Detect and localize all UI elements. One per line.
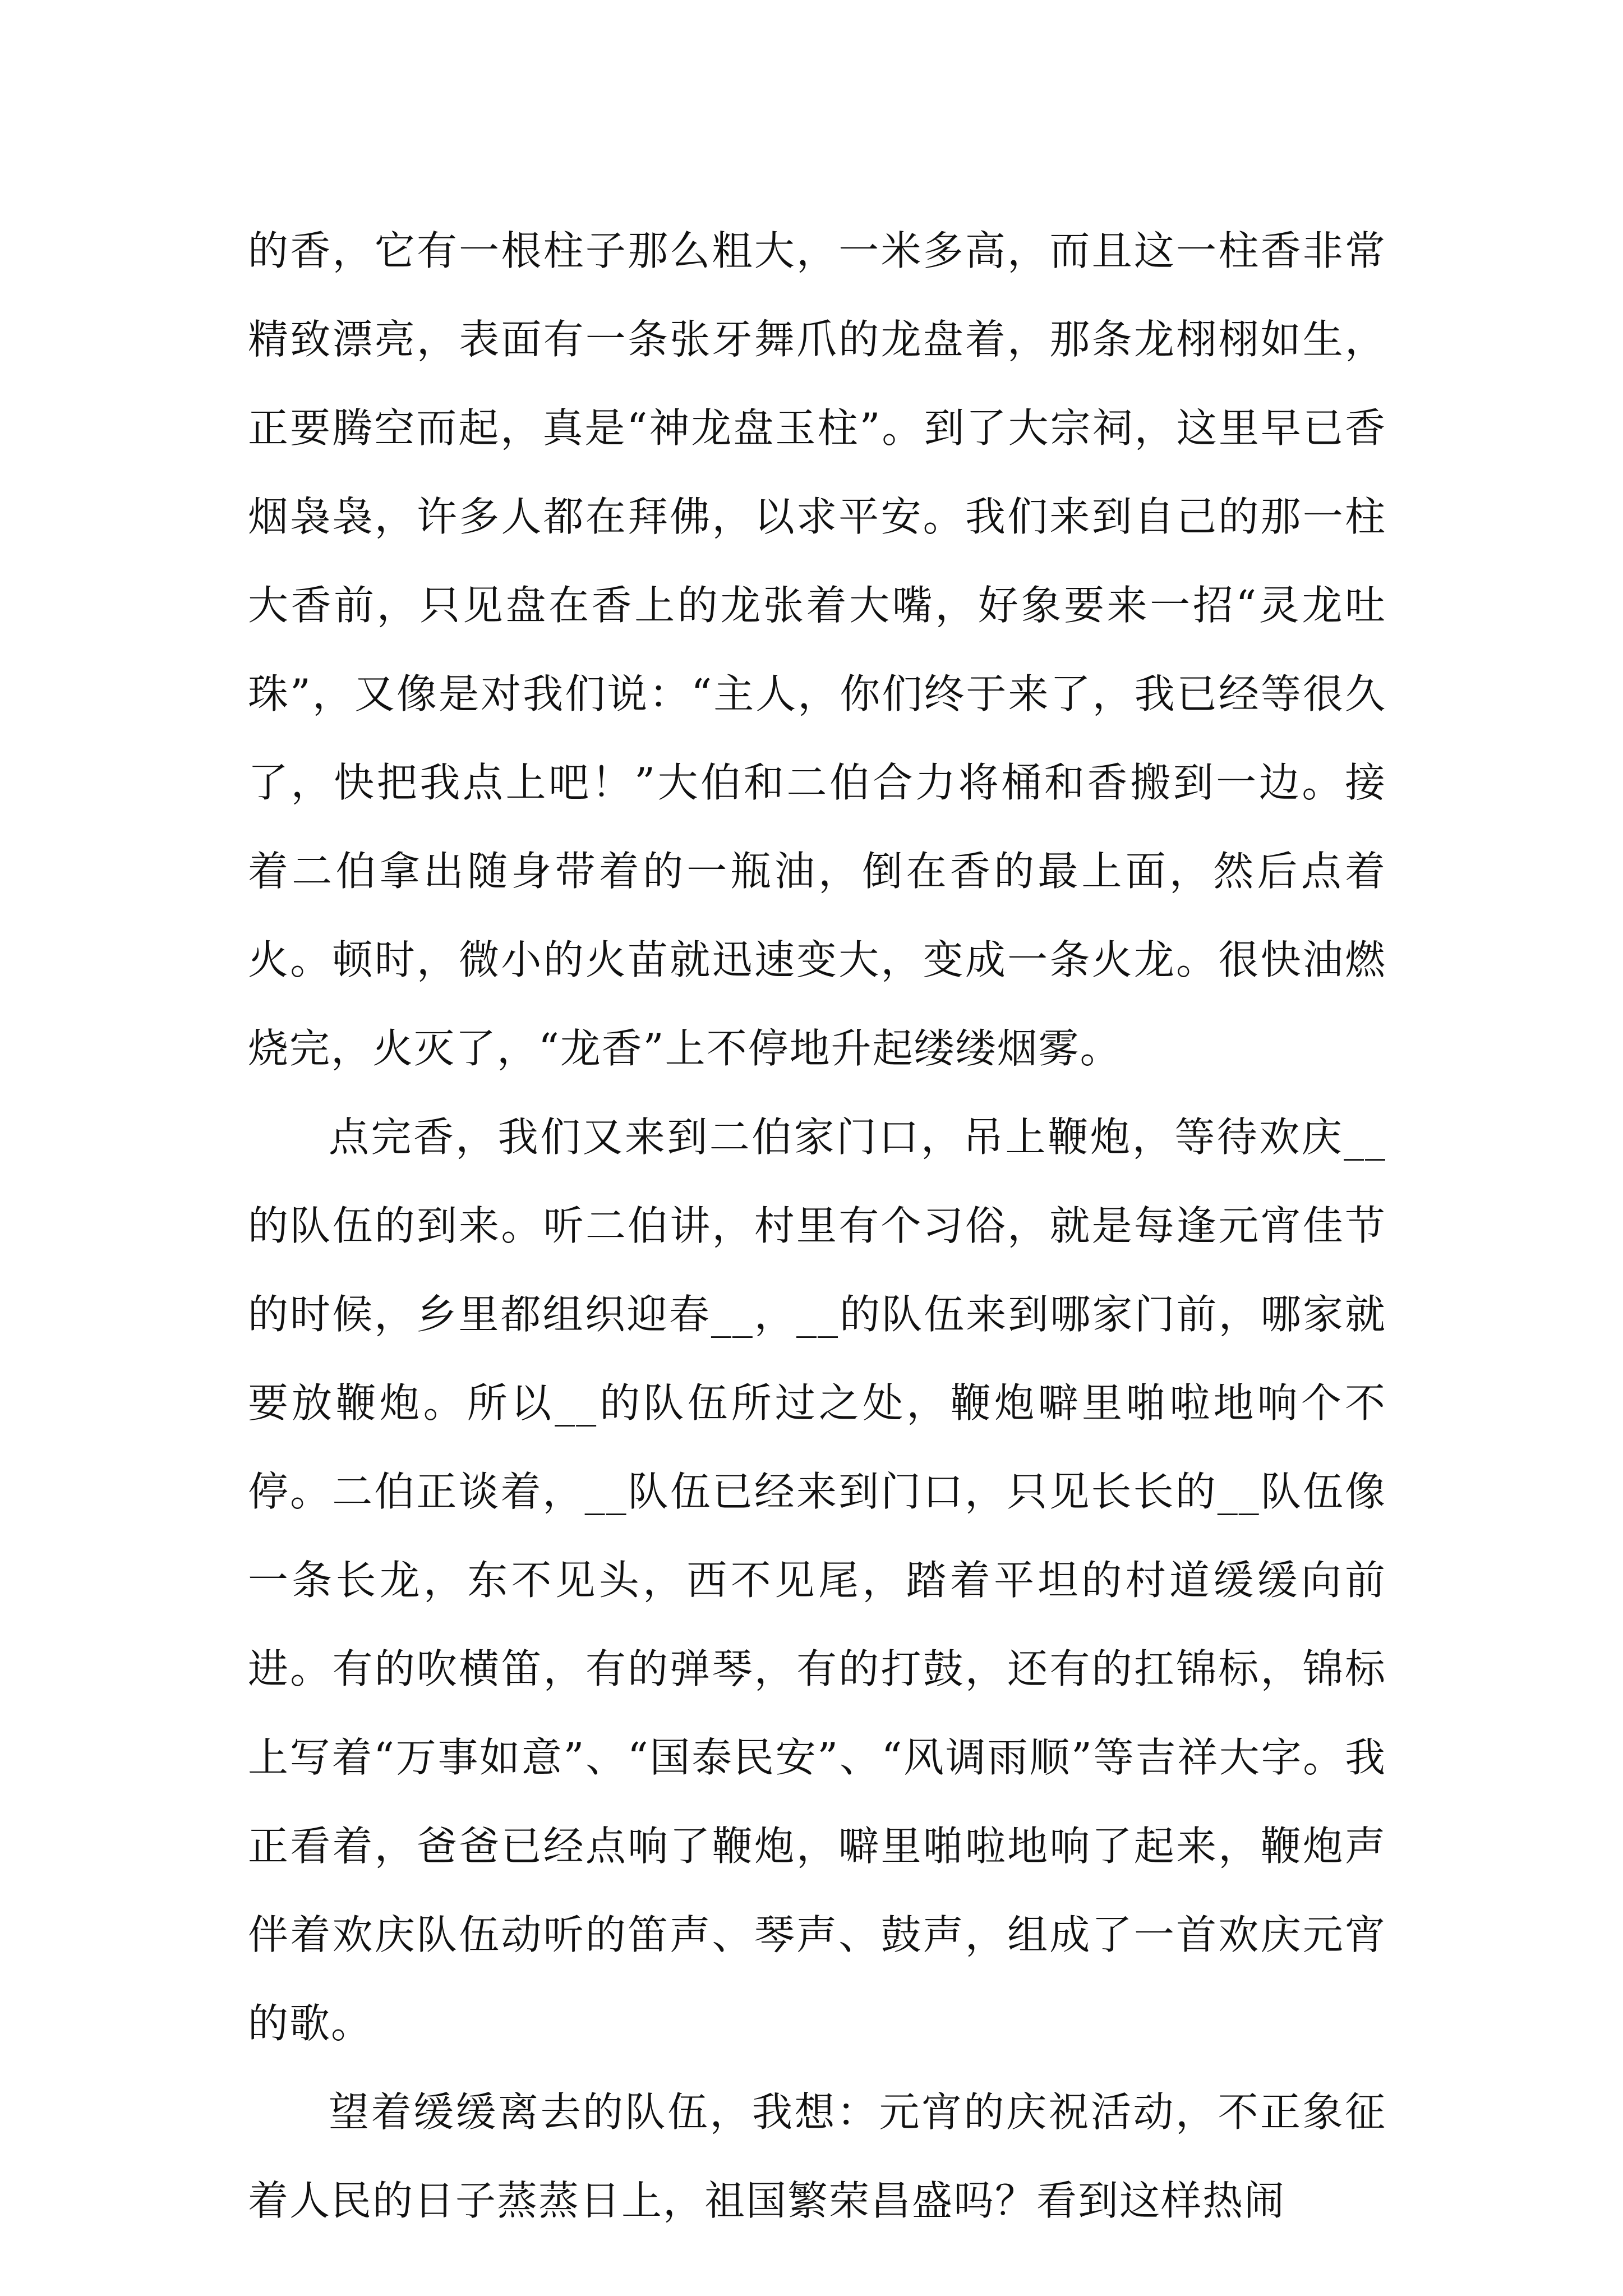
paragraph-3: 望着缓缓离去的队伍，我想：元宵的庆祝活动，不正象征着人民的日子蒸蒸日上，祖国繁荣昌盛吗？看到这样热闹 — [248, 2088, 1386, 2224]
paragraph-2: 点完香，我们又来到二伯家门口，吊上鞭炮，等待欢庆__的队伍的到来。听二伯讲，村里有个习俗，就是每逢元宵佳节的时候，乡里都组织迎春__，__的队伍来到哪家门前，哪家就要放鞭炮。所以__的队伍所过之处，鞭炮噼里啪啦地响个不停。二伯正谈着，__队伍已经来到门口，只见长长的__队伍像一条长龙，东不见头，西不见尾，踏着平坦的村道缓缓向前进。有的吹横笛，有的弹琴，有的打鼓，还有的扛锦标，锦标上写着“万事如意”、“国泰民安”、“风调雨顺”等吉祥大字。我正看着，爸爸已经点响了鞭炮，噼里啪啦地响了起来，鞭炮声伴着欢庆队伍动听的笛声、琴声、鼓声，组成了一首欢庆元宵的歌。 — [248, 1114, 1386, 2047]
document-body — [248, 206, 1386, 2245]
paragraph-1: 的香，它有一根柱子那么粗大，一米多高，而且这一柱香非常精致漂亮，表面有一条张牙舞爪的龙盘着，那条龙栩栩如生，正要腾空而起，真是“神龙盘玉柱”。到了大宗祠，这里早已香烟袅袅，许多人都在拜佛，以求平安。我们来到自己的那一柱大香前，只见盘在香上的龙张着大嘴，好象要来一招“灵龙吐珠”，又像是对我们说：“主人，你们终于来了，我已经等很久了，快把我点上吧！”大伯和二伯合力将桶和香搬到一边。接着二伯拿出随身带着的一瓶油，倒在香的最上面，然后点着火。顿时，微小的火苗就迅速变大，变成一条火龙。很快油燃烧完，火灭了，“龙香”上不停地升起缕缕烟雾。 — [248, 227, 1386, 1072]
